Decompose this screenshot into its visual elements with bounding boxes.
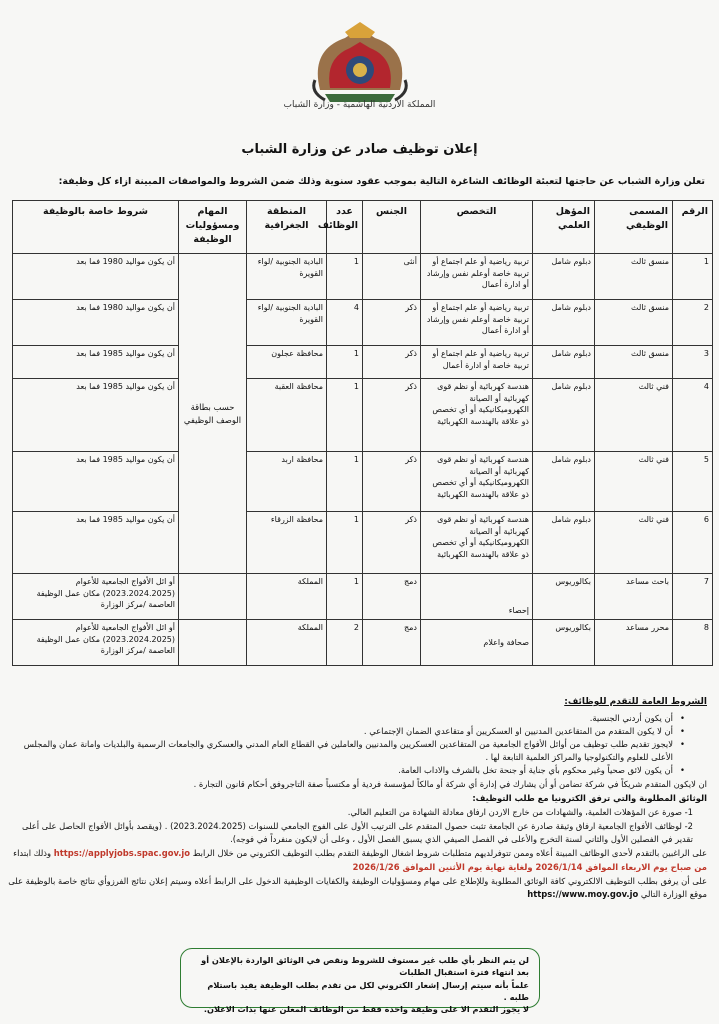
cell-num: 4	[673, 379, 713, 452]
cell-title: منسق ثالث	[595, 346, 673, 379]
cell-num: 3	[673, 346, 713, 379]
cell-qualification: دبلوم شامل	[533, 379, 595, 452]
doc-item: 2- لوظائف الأفواج الجامعية ارفاق وثيقة صادرة عن الجامعة تثبت حصول المتقدم على الترتيب الأول على الفوج الجامعي للسنوات (2023.2024.2025) . (ويقصد بأوائل الأفواج الحاصل على أعلى تقدير في الفصلين الأول والثاني لسنة التخرج والأعلى في الفصل الصيفي الذي يسبق الفصل الأول ، وعلى أن لايكون منفرداً في فوجه).	[22, 821, 693, 845]
cell-region: المملكة	[247, 620, 327, 666]
table-row	[13, 620, 713, 666]
header-duties: المهام ومسؤوليات الوظيفة	[179, 201, 247, 254]
docs-heading: الوثائق المطلوبة والتي ترفق الكترونيا مع طلب التوظيف:	[472, 793, 707, 804]
cell-num: 7	[673, 574, 713, 620]
cell-conditions: أو ائل الأفواج الجامعية للأعوام (2023.2024.2025) مكان عمل الوظيفة العاصمة /مركز الوزارة	[13, 574, 179, 620]
cell-qualification: دبلوم شامل	[533, 452, 595, 512]
list-item: • أن يكون أردني الجنسية.	[7, 712, 685, 725]
cell-title: منسق ثالث	[595, 300, 673, 346]
doc-item: 1- صورة عن المؤهلات العلمية، والشهادات من خارج الاردن ارفاق معادلة الشهادة من التعليم العالي.	[347, 807, 693, 818]
cell-conditions: أن يكون مواليد 1985 فما بعد	[13, 452, 179, 512]
notice-line: لا يجوز التقدم الا على وظيفة واحدة فقط من الوظائف المعلن عنها بذات الاعلان.	[203, 1004, 529, 1015]
general-heading: الشروط العامة للتقدم للوظائف:	[564, 697, 707, 707]
cell-title: محرر مساعد	[595, 620, 673, 666]
jobs-table	[12, 200, 713, 666]
cell-specialization: تربية رياضية أو علم اجتماع أو تربية خاصة أو ادارة أعمال	[421, 346, 533, 379]
table-row	[13, 512, 713, 574]
attachments-paragraph	[7, 875, 707, 901]
cell-specialization: هندسة كهربائية أو نظم قوى كهربائية أو الصيانة الكهروميكانيكية أو أي تخصص ذو علاقة بالهندسة الكهربائية	[421, 512, 533, 574]
general-bullets	[7, 712, 685, 777]
cell-duties-empty	[179, 620, 247, 666]
cell-count: 1	[327, 346, 363, 379]
apply-text-end: وذلك ابتداء	[13, 848, 52, 859]
cell-title: فني ثالث	[595, 452, 673, 512]
cell-qualification: دبلوم شامل	[533, 512, 595, 574]
list-item: • أن لا يكون المتقدم من المتقاعدين المدنيين او العسكريين أو متقاعدي الضمان الإجتماعي .	[7, 725, 685, 738]
cell-gender: ذكر	[363, 379, 421, 452]
cell-qualification: دبلوم شامل	[533, 254, 595, 300]
cell-count: 1	[327, 379, 363, 452]
cell-conditions: أن يكون مواليد 1985 فما بعد	[13, 379, 179, 452]
header-region: المنطقة الجغرافية	[247, 201, 327, 254]
cell-gender: أنثى	[363, 254, 421, 300]
cell-region: محافظة اربد	[247, 452, 327, 512]
ministry-link[interactable]: https://www.moy.gov.jo	[527, 889, 639, 900]
partner-paragraph: ان لايكون المتقدم شريكاً في شركة تضامن أو أن يشارك في إدارة أي شركة أو مالكاً لمؤسسة فردية أو مكتسباً صفة التاجروفق أحكام قانون التجارة .	[193, 779, 707, 790]
cell-region: محافظة عجلون	[247, 346, 327, 379]
notice-box	[180, 948, 540, 1015]
table-row	[13, 452, 713, 512]
cell-title: فني ثالث	[595, 512, 673, 574]
notice-line: علماً بأنه سيتم إرسال إشعار الكتروني لكل من تقدم بطلب الوظيفة يفيد باستلام طلبه .	[207, 979, 529, 1002]
cell-count: 1	[327, 574, 363, 620]
apply-link[interactable]: https://applyjobs.spac.gov.jo	[53, 848, 191, 859]
cell-count: 1	[327, 512, 363, 574]
cell-title: منسق ثالث	[595, 254, 673, 300]
cell-qualification: بكالوريوس	[533, 620, 595, 666]
ministry-script-line: المملكة الأردنية الهاشمية - وزارة الشباب	[283, 100, 436, 110]
cell-specialization: هندسة كهربائية أو نظم قوى كهربائية أو الصيانة الكهروميكانيكية أو أي تخصص ذو علاقة بالهندسة الكهربائية	[421, 452, 533, 512]
table-row	[13, 300, 713, 346]
header-specialization: التخصص	[421, 201, 533, 254]
cell-num: 1	[673, 254, 713, 300]
date-range-text: من صباح يوم الاربعاء الموافق 2026/1/14 ولغاية نهاية يوم الأثنين الموافق 2026/1/26	[352, 862, 707, 873]
cell-gender: ذكر	[363, 512, 421, 574]
cell-conditions: أن يكون مواليد 1985 فما بعد	[13, 512, 179, 574]
header-conditions: شروط خاصة بالوظيفة	[13, 201, 179, 254]
cell-conditions: أن يكون مواليد 1980 فما بعد	[13, 300, 179, 346]
cell-conditions: أو ائل الأفواج الجامعية للأعوام (2023.2024.2025) مكان عمل الوظيفة العاصمة /مركز الوزارة	[13, 620, 179, 666]
header-count: عدد الوظائف	[327, 201, 363, 254]
page-title: إعلان توظيف صادر عن وزارة الشباب	[241, 142, 478, 157]
cell-gender: ذكر	[363, 300, 421, 346]
cell-gender: دمج	[363, 620, 421, 666]
cell-title: باحث مساعد	[595, 574, 673, 620]
cell-count: 2	[327, 620, 363, 666]
list-item: • لايجوز تقديم طلب توظيف من أوائل الأفواج الجامعية من المتقاعدين العسكريين والمدنيين والعاملين في القطاع العام المدني والعسكري والجامعات الرسمية والبلديات وامانة عمان والمجلس الأعلى للعلوم والتكنولوجيا والمراكز العلمية التابعة لها .	[7, 738, 685, 764]
cell-num: 8	[673, 620, 713, 666]
cell-duties-merged: حسب بطاقة الوصف الوظيفي	[179, 254, 247, 574]
apply-paragraph	[7, 847, 707, 860]
cell-region: البادية الجنوبية /لواء القويرة	[247, 254, 327, 300]
cell-num: 6	[673, 512, 713, 574]
cell-specialization: تربية رياضية أو علم اجتماع أو تربية خاصة أوعلم نفس وإرشاد أو ادارة أعمال	[421, 300, 533, 346]
cell-specialization: تربية رياضية أو علم اجتماع أو تربية خاصة أوعلم نفس وإرشاد أو ادارة أعمال	[421, 254, 533, 300]
cell-gender: ذكر	[363, 452, 421, 512]
cell-gender: ذكر	[363, 346, 421, 379]
list-item: • أن يكون لائق صحياً وغير محكوم بأي جناية أو جنحة تخل بالشرف والاداب العامة.	[7, 764, 685, 777]
cell-num: 2	[673, 300, 713, 346]
header-title: المسمى الوظيفي	[595, 201, 673, 254]
cell-specialization: إحصاء	[421, 574, 533, 620]
header-num: الرقم	[673, 201, 713, 254]
table-row	[13, 254, 713, 300]
cell-qualification: دبلوم شامل	[533, 346, 595, 379]
table-row	[13, 574, 713, 620]
cell-num: 5	[673, 452, 713, 512]
notice-line: لن يتم النظر بأي طلب غير مستوف للشروط ونقص في الوثائق الواردة بالإعلان أو بعد انتهاء فترة استقبال الطلبات	[201, 955, 529, 978]
table-row	[13, 346, 713, 379]
cell-title: فني ثالث	[595, 379, 673, 452]
cell-qualification: دبلوم شامل	[533, 300, 595, 346]
cell-region: محافظة الزرقاء	[247, 512, 327, 574]
cell-gender: دمج	[363, 574, 421, 620]
cell-specialization: صحافة واعلام	[421, 620, 533, 666]
general-conditions	[7, 696, 707, 902]
coat-of-arms-emblem	[300, 20, 420, 110]
header-gender: الجنس	[363, 201, 421, 254]
table-header-row	[13, 201, 713, 254]
cell-conditions: أن يكون مواليد 1980 فما بعد	[13, 254, 179, 300]
cell-conditions: أن يكون مواليد 1985 فما بعد	[13, 346, 179, 379]
cell-specialization: هندسة كهربائية أو نظم قوى كهربائية أو الصيانة الكهروميكانيكية أو أي تخصص ذو علاقة بالهندسة الكهربائية	[421, 379, 533, 452]
cell-region: المملكة	[247, 574, 327, 620]
attachments-text: على أن يرفق بطلب التوظيف الالكتروني كافة الوثائق المطلوبة وللإطلاع على مهام ومسؤوليات الوظيفة والكفايات الوظيفية الدخول على الرابط أعلاه وسيتم إعلان نتائج الفرزوأي نتائج خاصة بالوظيفة على موقع الوزارة التالي	[8, 876, 707, 900]
cell-count: 1	[327, 452, 363, 512]
header-qualification: المؤهل العلمي	[533, 201, 595, 254]
cell-duties-empty	[179, 574, 247, 620]
intro-text: تعلن وزارة الشباب عن حاجتها لتعبئة الوظائف الشاغرة التالية بموجب عقود سنوية وذلك ضمن الشروط والمواصفات المبينة ازاء كل وظيفة:	[58, 176, 705, 187]
cell-region: البادية الجنوبية /لواء القويرة	[247, 300, 327, 346]
cell-qualification: بكالوريوس	[533, 574, 595, 620]
cell-count: 1	[327, 254, 363, 300]
table-row	[13, 379, 713, 452]
apply-text: على الراغبين بالتقدم لأحدى الوظائف المبينة أعلاه وممن تتوفرلديهم متطلبات شروط اشغال الوظيفة التقدم بطلب التوظيف الكتروني من خلال الرابط	[192, 848, 707, 859]
cell-region: محافظة العقبة	[247, 379, 327, 452]
cell-count: 4	[327, 300, 363, 346]
